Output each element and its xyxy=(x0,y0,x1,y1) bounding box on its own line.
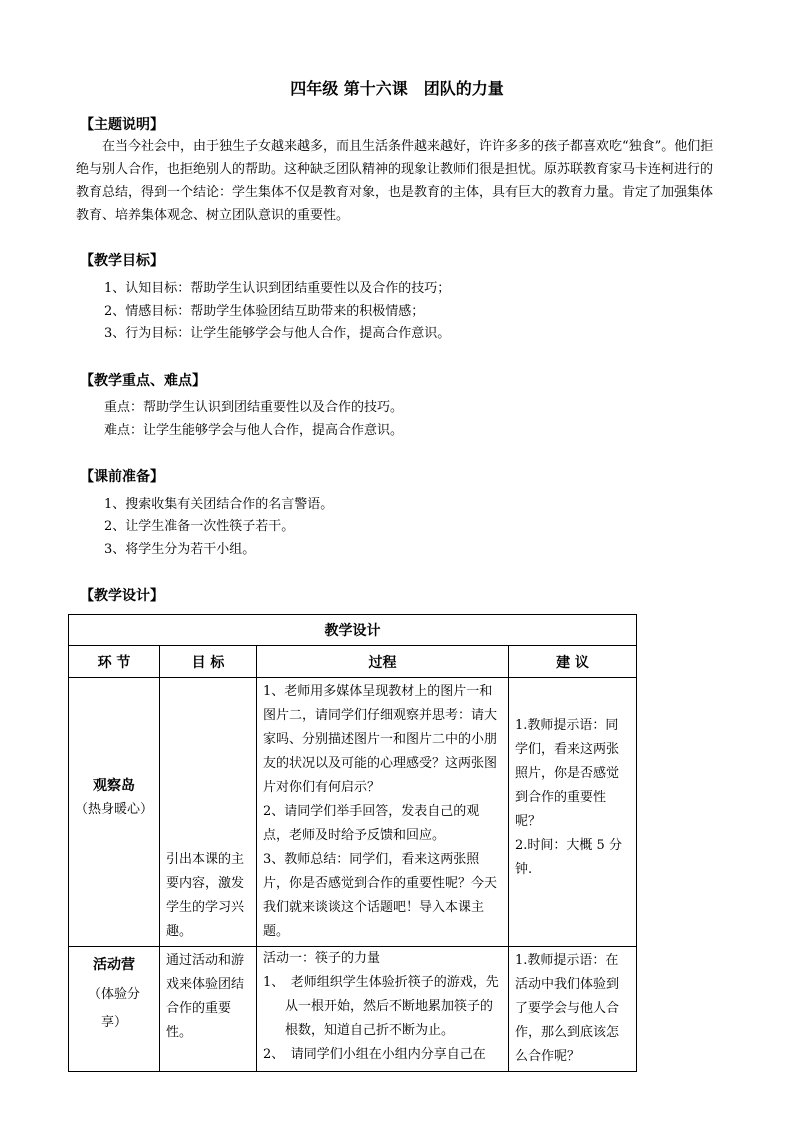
prep-item: 2、让学生准备一次性筷子若干。 xyxy=(104,519,295,534)
process-step: 2、 请同学们小组在小组内分享自己在 xyxy=(263,1047,486,1062)
goal-cell xyxy=(160,947,257,1072)
table-row xyxy=(69,947,637,1072)
prep-heading: 【课前准备】 xyxy=(80,469,164,485)
prep-item: 3、将学生分为若干小组。 xyxy=(104,542,256,557)
goal-item: 3、行为目标：让学生能够学会与他人合作，提高合作意识。 xyxy=(104,326,451,341)
process-title: 活动一：筷子的力量 xyxy=(263,951,381,966)
goal-text: 通过活动和游戏来体验团结合作的重要性。 xyxy=(166,953,245,1040)
column-header: 目 标 xyxy=(160,646,257,678)
segment-cell xyxy=(69,678,160,947)
theme-text: 在当今社会中，由于独生子女越来越多，而且生活条件越来越好，许许多多的孩子都喜欢吃“独食”。他们拒绝与别人合作，也拒绝别人的帮助。这种缺乏团队精神的现象让教师们很是担忧。原苏联教育家马卡连柯进行的教育总结，得到一个结论：学生集体不仅是教育对象，也是教育的主体，具有巨大的教育力量。肯定了加强集体教育、培养集体观念、树立团队意识的重要性。 xyxy=(76,139,714,223)
column-header: 建 议 xyxy=(509,646,637,678)
process-text xyxy=(257,678,508,946)
keypoint-item: 难点：让学生能够学会与他人合作，提高合作意识。 xyxy=(104,423,404,438)
segment-cell xyxy=(69,947,160,1072)
advice-text xyxy=(509,947,636,1071)
process-step: 3、教师总结：同学们，看来这两张照片，你是否感觉到合作的重要性呢？今天我们就来谈谈这个话题吧！导入本课主题。 xyxy=(263,852,498,939)
process-step: 2、请同学们举手回答，发表自己的观点，老师及时给予反馈和回应。 xyxy=(263,804,480,843)
theme-heading: 【主题说明】 xyxy=(80,117,164,133)
goal-item: 2、情感目标：帮助学生体验团结互助带来的积极情感； xyxy=(104,304,425,319)
process-step: 1、 老师组织学生体验折筷子的游戏，先从一根开始，然后不断地累加筷子的根数，知道自己折不断为止。 xyxy=(263,975,499,1038)
segment-name: 活动营 xyxy=(93,957,135,973)
design-table xyxy=(68,614,637,1072)
keypoint-item: 重点：帮助学生认识到团结重要性以及合作的技巧。 xyxy=(104,400,404,415)
process-step: 1、老师用多媒体呈现教材上的图片一和图片二，请同学们仔细观察并思考：请大家吗、分别描述图片一和图片二中的小朋友的状况以及可能的心理感受？这两张图片对你们有何启示？ xyxy=(263,684,498,795)
goals-heading: 【教学目标】 xyxy=(80,253,164,269)
keypoints-heading: 【教学重点、难点】 xyxy=(80,373,206,389)
advice-cell xyxy=(509,947,637,1072)
process-cell xyxy=(257,947,509,1072)
goal-item: 1、认知目标：帮助学生认识到团结重要性以及合作的技巧； xyxy=(104,281,451,296)
goal-text: 引出本课的主要内容，激发学生的学习兴趣。 xyxy=(166,852,245,939)
advice-item: 1.教师提示语：同学们，看来这两张照片，你是否感觉到合作的重要性呢？ xyxy=(515,718,620,829)
table-caption: 教学设计 xyxy=(69,615,637,646)
goal-cell xyxy=(160,678,257,947)
segment-name: 观察岛 xyxy=(93,778,135,794)
design-heading: 【教学设计】 xyxy=(80,588,164,604)
segment-subtitle: （热身暖心） xyxy=(74,802,153,817)
advice-cell xyxy=(509,678,637,947)
advice-text xyxy=(509,678,636,884)
theme-paragraph xyxy=(76,135,720,227)
column-header: 环 节 xyxy=(69,646,160,678)
advice-item: 2.时间：大概 5 分钟. xyxy=(515,838,622,877)
segment-subtitle: （体验分享） xyxy=(87,987,140,1030)
advice-item: 1.教师提示语：在活动中我们体验到了要学会与他人合作，那么到底该怎么合作呢？ xyxy=(515,953,620,1064)
column-header: 过程 xyxy=(257,646,509,678)
prep-item: 1、搜索收集有关团结合作的名言警语。 xyxy=(104,497,334,512)
table-row xyxy=(69,678,637,947)
page-title: 四年级 第十六课 团队的力量 xyxy=(290,79,504,98)
process-cell xyxy=(257,678,509,947)
process-text xyxy=(257,947,508,1069)
